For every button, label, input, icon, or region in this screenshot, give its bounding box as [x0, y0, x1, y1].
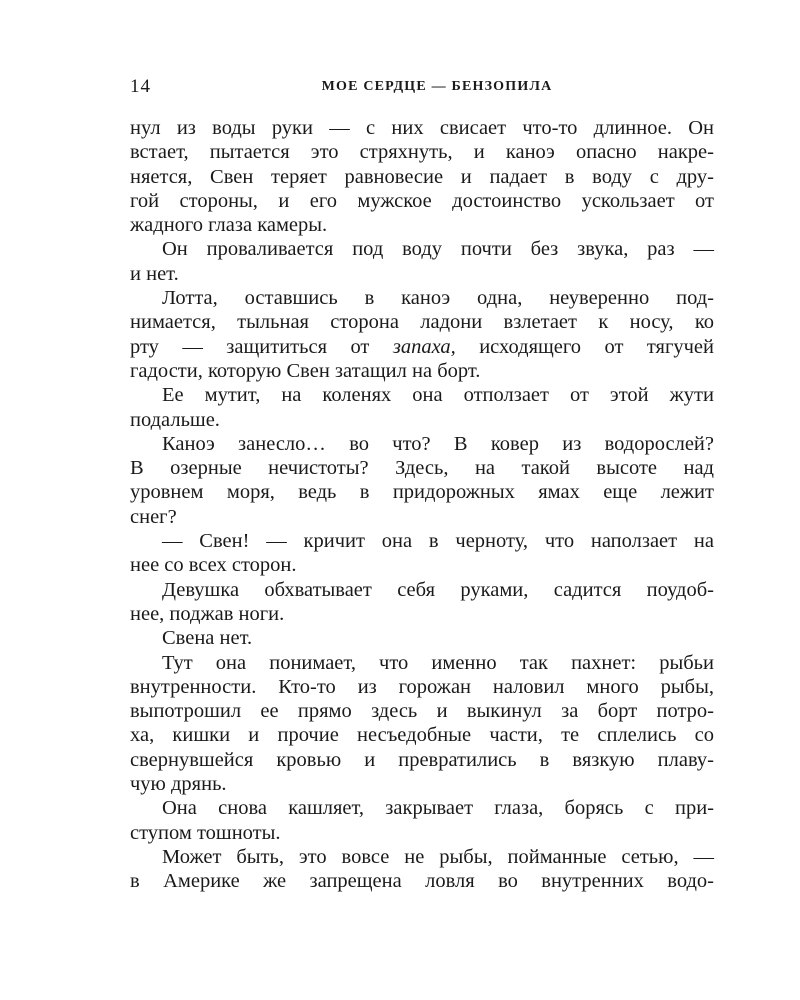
- text-line: и нет.: [130, 262, 179, 285]
- text-line: — Свен! — кричит она в черноту, что наползает на: [162, 530, 714, 553]
- text-line: ха, кишки и прочие несъедобные части, те сплелись со: [130, 724, 714, 747]
- text-line: гой стороны, и его мужское достоинство ускользает от: [130, 189, 714, 212]
- text-line: ступом тошноты.: [130, 821, 281, 844]
- text-line: нее, поджав ноги.: [130, 602, 285, 625]
- text-line: жадного глаза камеры.: [130, 214, 328, 237]
- text-line: В озерные нечистоты? Здесь, на такой высоте над: [130, 457, 714, 480]
- text-segment: рту — защититься от: [130, 335, 393, 358]
- text-line: внутренности. Кто-то из горожан наловил много рыбы,: [130, 675, 714, 698]
- text-line: нимается, тыльная сторона ладони взлетает к носу, ко: [130, 311, 714, 334]
- text-line: в Америке же запрещена ловля во внутренних водо-: [130, 870, 714, 893]
- text-line: свернувшейся кровью и превратились в вязкую плаву-: [130, 748, 714, 771]
- text-line: снег?: [130, 505, 177, 528]
- text-line: нее со всех сторон.: [130, 554, 297, 577]
- page-number: 14: [130, 76, 151, 97]
- running-title: МОЕ СЕРДЦЕ — БЕНЗОПИЛА: [321, 79, 553, 94]
- text-segment: исходящего от тягучей: [455, 335, 715, 358]
- text-line: Каноэ занесло… во что? В ковер из водорослей?: [162, 432, 714, 455]
- text-line: Она снова кашляет, закрывает глаза, борясь с при-: [162, 797, 714, 820]
- text-line: Тут она понимает, что именно так пахнет: рыбьи: [162, 651, 714, 674]
- text-line: нул из воды руки — с них свисает что-то длинное. Он: [130, 117, 714, 139]
- text-line-with-emphasis: [130, 335, 714, 359]
- body-text: [130, 116, 714, 894]
- running-head: [130, 76, 714, 102]
- text-line: выпотрошил ее прямо здесь и выкинул за борт потро-: [130, 700, 714, 723]
- text-line: Девушка обхватывает себя руками, садится поудоб-: [162, 578, 714, 601]
- text-line: Свена нет.: [162, 627, 253, 650]
- text-line: Может быть, это вовсе не рыбы, пойманные сетью, —: [162, 845, 714, 868]
- emphasis-word: запаха,: [392, 335, 456, 358]
- text-line: уровнем моря, ведь в придорожных ямах еще лежит: [130, 481, 714, 504]
- text-line: Лотта, оставшись в каноэ одна, неуверенно под-: [162, 287, 714, 310]
- text-line: Он проваливается под воду почти без звука, раз —: [162, 238, 714, 261]
- text-line: няется, Свен теряет равновесие и падает в воду с дру-: [130, 165, 714, 188]
- text-line: чую дрянь.: [130, 773, 227, 796]
- text-line: Ее мутит, на коленях она отползает от этой жути: [162, 384, 714, 407]
- text-line: подальше.: [130, 408, 220, 431]
- text-line: гадости, которую Свен затащил на борт.: [130, 359, 481, 382]
- text-line: встает, пытается это стряхнуть, и каноэ опасно накре-: [130, 141, 714, 164]
